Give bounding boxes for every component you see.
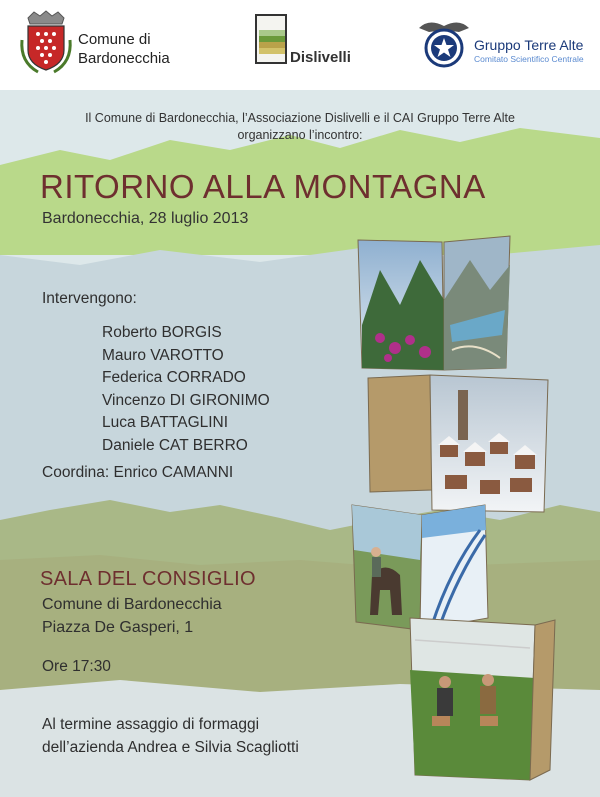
comune-name bbox=[78, 30, 170, 68]
dislivelli-name: Dislivelli bbox=[290, 49, 351, 66]
intro-line2: organizzano l’incontro: bbox=[237, 128, 363, 142]
dislivelli-logo-icon bbox=[255, 14, 295, 66]
speakers-list bbox=[102, 322, 270, 457]
speaker-name: Daniele CAT BERRO bbox=[102, 436, 248, 454]
cube-mountain-meadow bbox=[358, 236, 510, 370]
intro-text bbox=[0, 110, 600, 144]
cube-strawberry-picking bbox=[410, 618, 555, 780]
speakers-label: Intervengono: bbox=[42, 290, 137, 307]
photo-cubes-stack bbox=[340, 230, 560, 790]
event-date: Bardonecchia, 28 luglio 2013 bbox=[42, 210, 249, 227]
comune-crest-icon bbox=[18, 10, 74, 74]
speaker-name: Federica CORRADO bbox=[102, 369, 246, 386]
speaker-name: Luca BATTAGLINI bbox=[102, 414, 229, 431]
venue-line2: Piazza De Gasperi, 1 bbox=[42, 619, 194, 636]
cube-snowy-village bbox=[368, 375, 548, 512]
closing-line2: dell’azienda Andrea e Silvia Scagliotti bbox=[42, 739, 299, 756]
cube-farming-skiing bbox=[352, 505, 488, 630]
gta-title: Gruppo Terre Alte bbox=[474, 37, 584, 53]
cai-eagle-logo-icon bbox=[415, 14, 473, 72]
speaker-name: Vincenzo DI GIRONIMO bbox=[102, 391, 270, 409]
venue-line1: Comune di Bardonecchia bbox=[42, 596, 222, 613]
gta-subtitle: Comitato Scientifico Centrale bbox=[474, 54, 584, 64]
comune-line1: Comune di bbox=[78, 31, 151, 48]
event-title: RITORNO ALLA MONTAGNA bbox=[40, 168, 486, 205]
speaker-name: Roberto BORGIS bbox=[102, 324, 222, 341]
venue-title: SALA DEL CONSIGLIO bbox=[40, 568, 256, 590]
moderator: Coordina: Enrico CAMANNI bbox=[42, 464, 234, 481]
comune-line2: Bardonecchia bbox=[78, 50, 170, 67]
speaker-name: Mauro VAROTTO bbox=[102, 346, 224, 364]
event-time: Ore 17:30 bbox=[42, 658, 111, 675]
closing-line1: Al termine assaggio di formaggi bbox=[42, 716, 260, 733]
intro-line1: Il Comune di Bardonecchia, l’Associazione Dislivelli e il CAI Gruppo Terre Alte bbox=[85, 111, 515, 125]
